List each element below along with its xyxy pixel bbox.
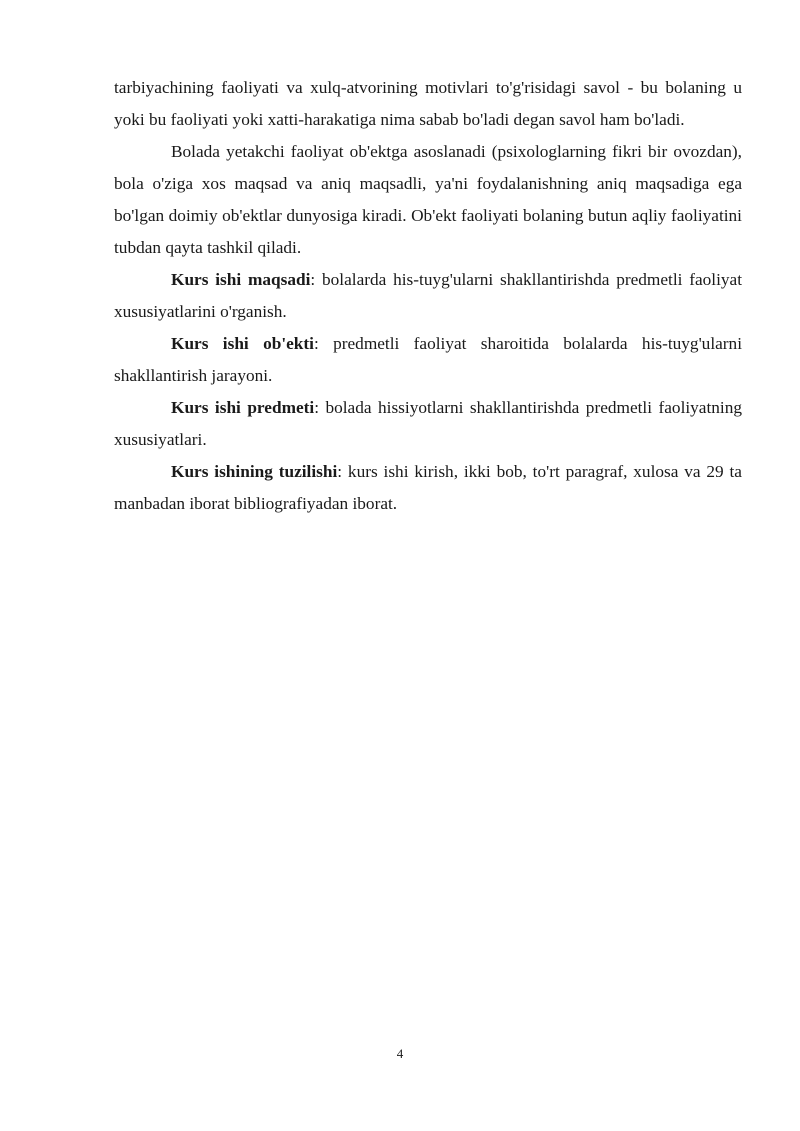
- paragraph-continuation: [114, 72, 742, 136]
- paragraph-heading: Kurs ishi maqsadi: [171, 270, 311, 289]
- paragraph-course-structure: [114, 456, 742, 520]
- page-number: 4: [396, 1046, 404, 1061]
- paragraph-text: : bolalarda his-tuyg'ularni shakllantirishda predmetli faoliyat xususiyatlarini o'rganish.: [114, 270, 742, 321]
- paragraph-text: tarbiyachining faoliyati va xulq-atvorining motivlari to'g'risidagi savol - bu bolaning u yoki bu faoliyati yoki xatti-harakatiga nima sabab bo'ladi degan savol ham bo'ladi.: [114, 78, 742, 129]
- paragraph-course-goal: [114, 264, 742, 328]
- paragraph-text: : bolada hissiyotlarni shakllantirishda predmetli faoliyatning xususiyatlari.: [114, 398, 743, 449]
- paragraph-text: : predmetli faoliyat sharoitida bolalarda his-tuyg'ularni shakllantirish jarayoni.: [114, 334, 742, 385]
- page-body: [114, 72, 742, 520]
- paragraph-text: : kurs ishi kirish, ikki bob, to'rt paragraf, xulosa va 29 ta manbadan iborat bibliografiyadan iborat.: [114, 462, 742, 513]
- paragraph-course-object: [114, 328, 742, 392]
- paragraph-heading: Kurs ishi predmeti: [171, 398, 315, 417]
- paragraph-text: Bolada yetakchi faoliyat ob'ektga asoslanadi (psixologlarning fikri bir ovozdan), bola o'ziga xos maqsad va aniq maqsadli, ya'ni foydalanishning aniq maqsadiga ega bo'lgan doimiy ob'ektlar dunyosiga kiradi. Ob'ekt faoliyati bolaning butun aqliy faoliyatini tubdan qayta tashkil qiladi.: [114, 142, 742, 257]
- paragraph-leading-activity: [114, 136, 742, 264]
- paragraph-heading: Kurs ishining tuzilishi: [171, 462, 338, 481]
- paragraph-heading: Kurs ishi ob'ekti: [171, 334, 314, 353]
- paragraph-course-subject: [114, 392, 742, 456]
